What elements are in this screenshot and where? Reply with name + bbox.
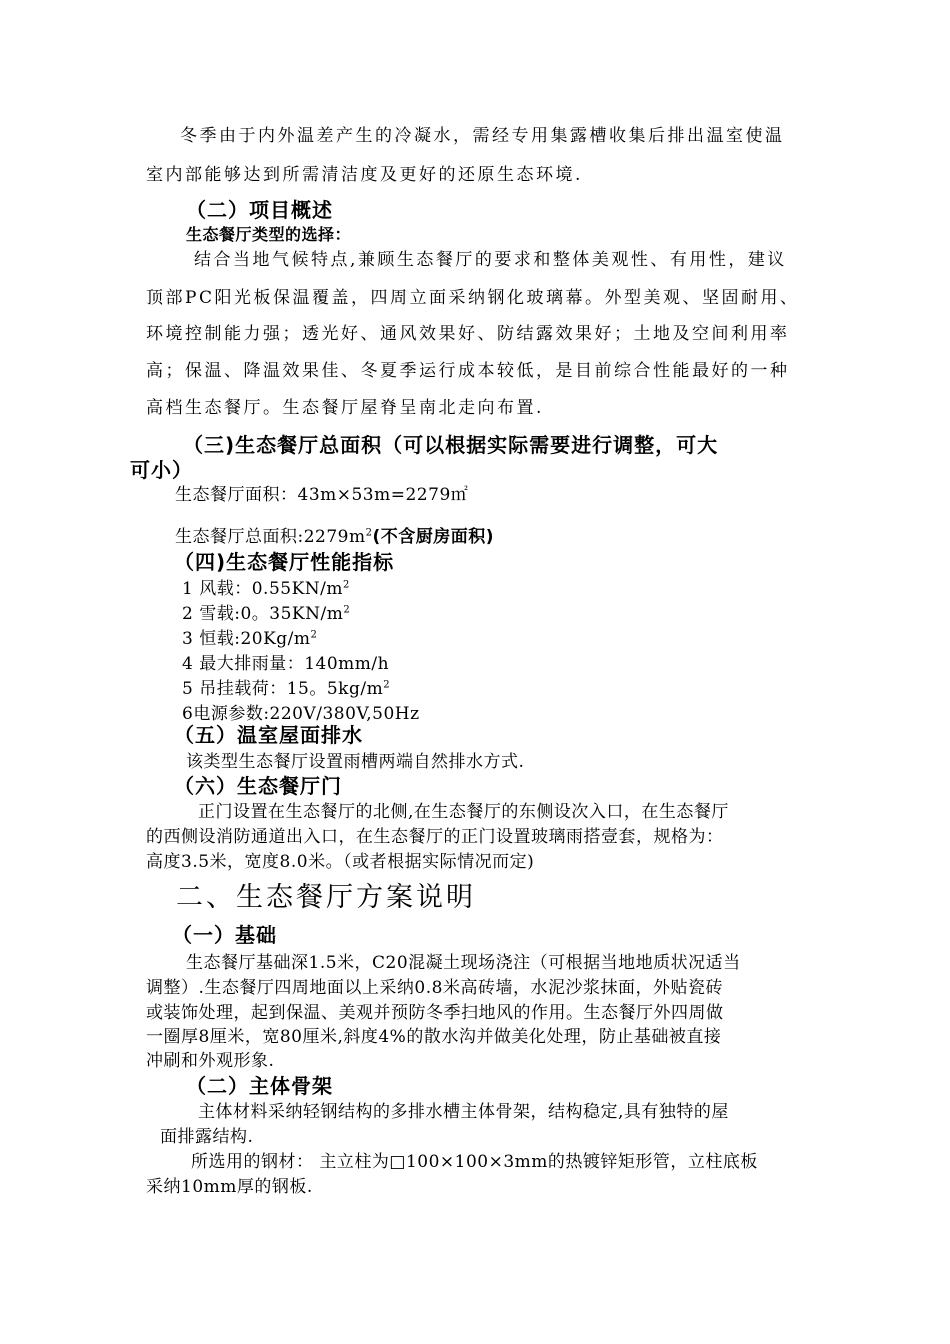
paragraph-steel-line: 所选用的钢材： 主立柱为□100×100×3mm的热镀锌矩形管，立柱底板 — [191, 1152, 758, 1172]
paragraph-door-line: 高度3.5米，宽度8.0米。（或者根据实际情况而定) — [146, 852, 535, 872]
section-heading-performance: （四)生态餐厅性能指标 — [174, 550, 395, 574]
total-area-exponent: 2 — [365, 527, 373, 539]
paragraph-door-line: 正门设置在生态餐厅的北侧,在生态餐厅的东侧设次入口，在生态餐厅 — [198, 802, 729, 822]
spec-item: 5 吊挂载荷：15。$5kg/m^2$ — [182, 679, 391, 699]
section-heading-overview: （二）项目概述 — [186, 198, 333, 222]
paragraph-foundation-line: 调整）.生态餐厅四周地面以上采纳0.8米高砖墙，水泥沙浆抹面，外贴瓷砖 — [146, 978, 723, 998]
paragraph-frame-line: 主体材料采纳轻钢结构的多排水槽主体骨架，结构稳定,具有独特的屋 — [198, 1102, 729, 1122]
section-heading-total-area: （三)生态餐厅总面积（可以根据实际需要进行调整，可大 — [183, 433, 719, 457]
spec-item: 1 风载：$0.55KN/m^2$ — [182, 579, 350, 599]
section-heading-main-frame: （二）主体骨架 — [186, 1074, 333, 1098]
paragraph-condensation-line: 室内部能够达到所需清洁度及更好的还原生态环境. — [146, 165, 583, 185]
area-line: 生态餐厅面积：43m×53m=2279㎡ — [175, 485, 469, 505]
paragraph-foundation-line: 或装饰处理，起到保温、美观并预防冬季扫地风的作用。生态餐厅外四周做 — [146, 1003, 724, 1023]
chapter-heading-plan: 二、生态餐厅方案说明 — [176, 882, 476, 913]
total-area-note: (不含厨房面积) — [372, 527, 495, 547]
paragraph-foundation-line: 一圈厚8厘米，宽80厘米,斜度4%的散水沟并做美化处理，防止基础被直接 — [146, 1027, 722, 1047]
paragraph-type-line: 高；保温、降温效果佳、冬夏季运行成本较低，是目前综合性能最好的一种 — [146, 361, 790, 381]
paragraph-type-line: 高档生态餐厅。生态餐厅屋脊呈南北走向布置. — [146, 398, 544, 418]
paragraph-type-line: 结合当地气候特点,兼顾生态餐厅的要求和整体美观性、有用性，建议 — [194, 250, 787, 270]
total-area-line — [175, 526, 494, 548]
spec-item: 4 最大排雨量：140mm/h — [182, 654, 390, 674]
spec-item: 3 恒载$:20Kg/m^2$ — [182, 629, 318, 649]
paragraph-frame-line: 面排露结构. — [160, 1127, 254, 1147]
total-area-value: 生态餐厅总面积:2279m — [175, 527, 366, 547]
paragraph-door-line: 的西侧设消防通道出入口，在生态餐厅的正门设置玻璃雨搭壹套，规格为： — [146, 827, 724, 847]
paragraph-drainage: 该类型生态餐厅设置雨槽两端自然排水方式. — [186, 752, 525, 772]
section-heading-foundation: （一）基础 — [172, 923, 277, 947]
section-heading-roof-drainage: （五）温室屋面排水 — [174, 723, 363, 747]
paragraph-type-line: 顶部PC阳光板保温覆盖，四周立面采纳钢化玻璃幕。外型美观、坚固耐用、 — [146, 288, 800, 308]
section-heading-total-area-cont: 可小） — [130, 458, 193, 482]
spec-item: 6电源参数:220V/380V,50Hz — [182, 704, 420, 724]
paragraph-type-line: 环境控制能力强；透光好、通风效果好、防结露效果好；土地及空间利用率 — [146, 324, 790, 344]
spec-item: 2 雪载:0。$35KN/m^2$ — [182, 604, 351, 624]
section-heading-door: （六）生态餐厅门 — [174, 774, 342, 798]
subheading-type-selection: 生态餐厅类型的选择： — [186, 225, 352, 244]
paragraph-foundation-line: 冲刷和外观形象. — [146, 1051, 275, 1071]
paragraph-condensation-line: 冬季由于内外温差产生的冷凝水，需经专用集露槽收集后排出温室使温 — [180, 126, 785, 146]
paragraph-foundation-line: 生态餐厅基础深1.5米，C20混凝土现场浇注（可根据当地地质状况适当 — [186, 953, 741, 973]
paragraph-steel-line: 采纳10mm厚的钢板. — [146, 1177, 313, 1197]
